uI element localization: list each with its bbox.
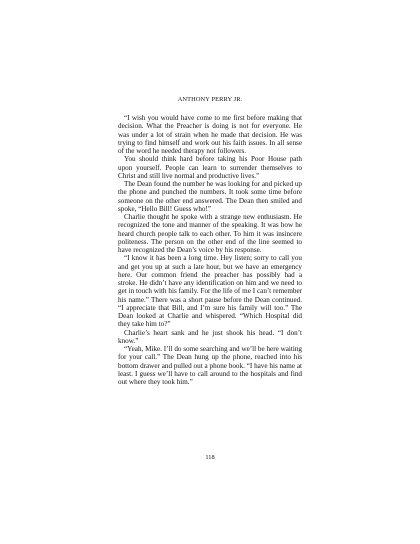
paragraph: “I wish you would have come to me first before making that decision. What the Preacher is doing is not for everyone. He was under a lot of strain when he made that decision. He was trying to find himself and work out his faith issues. In all sense of the word he needed therapy not followers. bbox=[118, 114, 302, 155]
paragraph: “Yeah, Mike. I’ll do some searching and we’ll be here waiting for your call.” The Dean hung up the phone, reached into his bottom drawer and pulled out a phone book. “I have his name at least. I guess we’ll have to call around to the hospitals and find out where they took him.” bbox=[118, 345, 302, 386]
running-header: ANTHONY PERRY JR. bbox=[177, 96, 243, 103]
paragraph: You should think hard before taking his Poor House path upon yourself. People can learn to surrender themselves to Christ and still live normal and productive lives.” bbox=[118, 155, 302, 180]
paragraph: “I know it has been a long time. Hey listen; sorry to call you and get you up at such a late hour, but we have an emergency here. Our common friend the preacher has possibly had a stroke. He didn’t have any identification on him and we need to get in touch with his family. For the life of me I can’t remember his name.” There was a short pause before the Dean continued. “I appreciate that Bill, and I’m sure his family will too.” The Dean looked at Charlie and whispered. “Which Hospital did they take him to?” bbox=[118, 254, 302, 329]
paragraph: The Dean found the number he was looking for and picked up the phone and punched the numbers. It took some time before someone on the other end answered. The Dean then smiled and spoke, “Hello Bill! Guess who!” bbox=[118, 180, 302, 213]
body-text bbox=[118, 114, 302, 386]
page-number: 118 bbox=[205, 454, 215, 461]
paragraph: Charlie thought he spoke with a strange new enthusiasm. He recognized the tone and manner of the speaking. It was how he heard church people talk to each other. To him it was insincere politeness. The person on the other end of the line seemed to have recognized the Dean’s voice by his response. bbox=[118, 213, 302, 254]
paragraph: Charlie’s heart sank and he just shook his head. “I don’t know.” bbox=[118, 328, 302, 345]
